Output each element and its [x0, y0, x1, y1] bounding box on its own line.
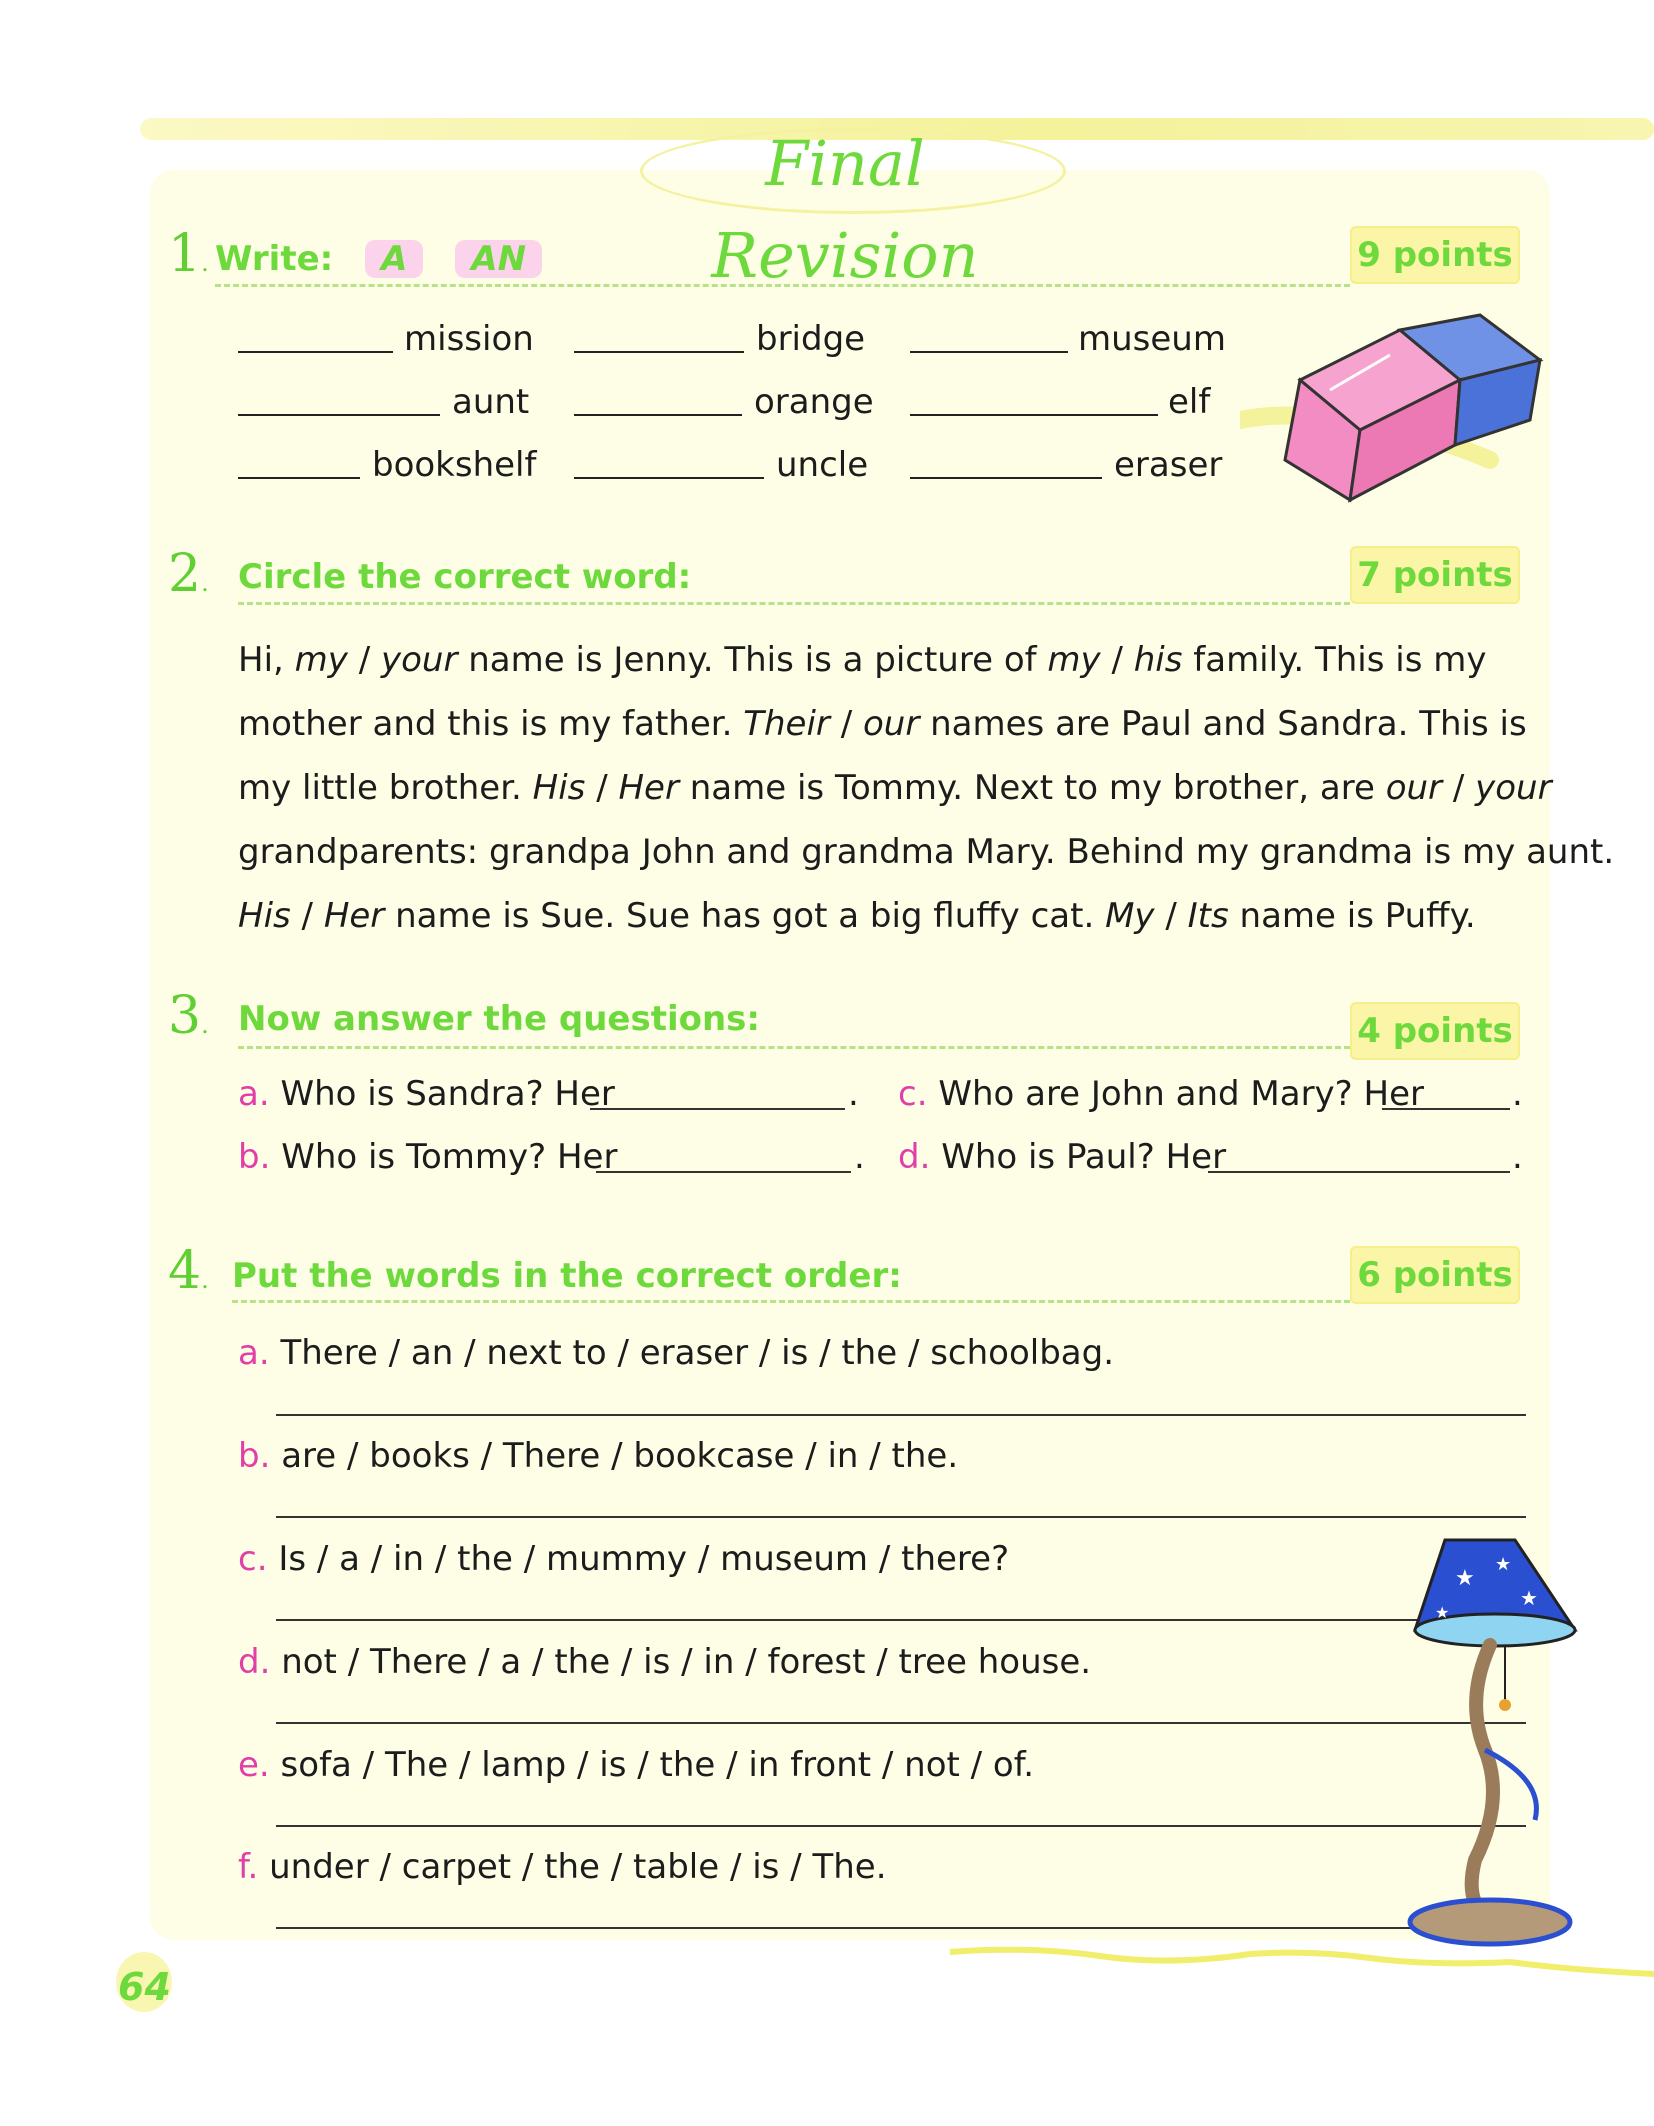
word-eraser: eraser — [1114, 445, 1223, 485]
page-title: Final Revision — [711, 127, 979, 292]
question-a: a. Who is Sandra? Her — [238, 1074, 615, 1114]
lamp-illustration — [1405, 1530, 1580, 1950]
word-aunt: aunt — [452, 382, 530, 422]
section-1-number: 1. — [168, 224, 209, 284]
paragraph-line: His / Her name is Sue. Sue has got a big fluffy cat. My / Its name is Puffy. — [238, 896, 1476, 936]
word-uncle: uncle — [776, 445, 869, 485]
choice-word[interactable]: His — [532, 768, 586, 808]
choice-word[interactable]: My — [1105, 896, 1155, 936]
order-item-f: f. under / carpet / the / table / is / The. — [238, 1847, 887, 1887]
choice-word[interactable]: his — [1133, 640, 1183, 680]
eraser-illustration — [1240, 310, 1560, 510]
question-c: c. Who are John and Mary? Her — [898, 1074, 1424, 1114]
blank[interactable] — [238, 414, 440, 416]
word-museum: museum — [1078, 319, 1226, 359]
section-4-divider — [232, 1300, 1350, 1303]
answer-line[interactable] — [276, 1414, 1526, 1416]
order-item-e: e. sofa / The / lamp / is / the / in front / not / of. — [238, 1745, 1035, 1785]
word-orange: orange — [754, 382, 874, 422]
svg-text:★: ★ — [1520, 1586, 1538, 1610]
answer-line[interactable] — [276, 1927, 1526, 1929]
order-item-d: d. not / There / a / the / is / in / forest / tree house. — [238, 1642, 1092, 1682]
choice-word[interactable]: Her — [618, 768, 679, 808]
answer-line[interactable] — [1208, 1171, 1510, 1173]
section-3-title: Now answer the questions: — [238, 999, 761, 1039]
section-4-number: 4. — [168, 1241, 209, 1301]
paragraph-line: my little brother. His / Her name is Tommy. Next to my brother, are our / your — [238, 768, 1552, 808]
order-item-a: a. There / an / next to / eraser / is / the / schoolbag. — [238, 1333, 1115, 1373]
section-4-title: Put the words in the correct order: — [232, 1256, 902, 1296]
answer-line[interactable] — [590, 1108, 845, 1110]
word-mission: mission — [404, 319, 534, 359]
section-2-number: 2. — [168, 544, 209, 604]
question-a-end: . — [848, 1074, 859, 1114]
section-2-divider — [238, 602, 1350, 605]
blank[interactable] — [910, 414, 1158, 416]
paragraph-line: Hi, my / your name is Jenny. This is a picture of my / his family. This is my — [238, 640, 1487, 680]
section-1-title: Write: A AN — [215, 240, 542, 278]
question-b: b. Who is Tommy? Her — [238, 1137, 618, 1177]
answer-line[interactable] — [1382, 1108, 1510, 1110]
section-3-points: 4 points — [1350, 1002, 1520, 1060]
choice-word[interactable]: Their — [743, 704, 830, 744]
blank[interactable] — [574, 351, 744, 353]
answer-line[interactable] — [596, 1171, 851, 1173]
word-elf: elf — [1168, 382, 1211, 422]
section-2-points: 7 points — [1350, 546, 1520, 604]
blank[interactable] — [574, 414, 742, 416]
section-2-title: Circle the correct word: — [238, 557, 692, 597]
answer-line[interactable] — [276, 1722, 1526, 1724]
blank[interactable] — [574, 477, 764, 479]
question-d-end: . — [1512, 1137, 1523, 1177]
answer-line[interactable] — [276, 1516, 1526, 1518]
question-d: d. Who is Paul? Her — [898, 1137, 1227, 1177]
blank[interactable] — [910, 477, 1102, 479]
svg-text:★: ★ — [1435, 1603, 1450, 1622]
choice-word[interactable]: my — [1047, 640, 1101, 680]
question-b-end: . — [854, 1137, 865, 1177]
blank[interactable] — [238, 351, 393, 353]
choice-word[interactable]: my — [294, 640, 348, 680]
svg-text:★: ★ — [1455, 1566, 1475, 1591]
choice-word[interactable]: His — [238, 896, 291, 936]
choice-word[interactable]: our — [862, 704, 920, 744]
choice-word[interactable]: your — [380, 640, 458, 680]
choice-a: A — [365, 240, 423, 278]
choice-word[interactable]: your — [1475, 768, 1552, 808]
decorative-scribble — [950, 1940, 1654, 1984]
order-item-b: b. are / books / There / bookcase / in / the. — [238, 1436, 959, 1476]
choice-an: AN — [455, 240, 542, 278]
section-3-number: 3. — [168, 986, 209, 1046]
word-bridge: bridge — [756, 319, 866, 359]
section-1-points: 9 points — [1350, 226, 1520, 284]
paragraph-line: grandparents: grandpa John and grandma Mary. Behind my grandma is my aunt. — [238, 832, 1615, 872]
section-2-paragraph — [238, 628, 1615, 948]
question-c-end: . — [1512, 1074, 1523, 1114]
blank[interactable] — [910, 351, 1068, 353]
paragraph-line: mother and this is my father. Their / our names are Paul and Sandra. This is — [238, 704, 1527, 744]
choice-word[interactable]: Its — [1187, 896, 1229, 936]
section-3-divider — [238, 1046, 1350, 1049]
word-bookshelf: bookshelf — [372, 445, 537, 485]
section-1-divider — [215, 284, 1350, 287]
choice-word[interactable]: Her — [323, 896, 385, 936]
choice-word[interactable]: our — [1385, 768, 1443, 808]
order-item-c: c. Is / a / in / the / mummy / museum / there? — [238, 1539, 1010, 1579]
answer-line[interactable] — [276, 1619, 1526, 1621]
page-number: 64 — [118, 1965, 171, 2009]
answer-line[interactable] — [276, 1825, 1526, 1827]
blank[interactable] — [238, 477, 360, 479]
section-4-points: 6 points — [1350, 1246, 1520, 1304]
svg-text:★: ★ — [1495, 1554, 1512, 1575]
